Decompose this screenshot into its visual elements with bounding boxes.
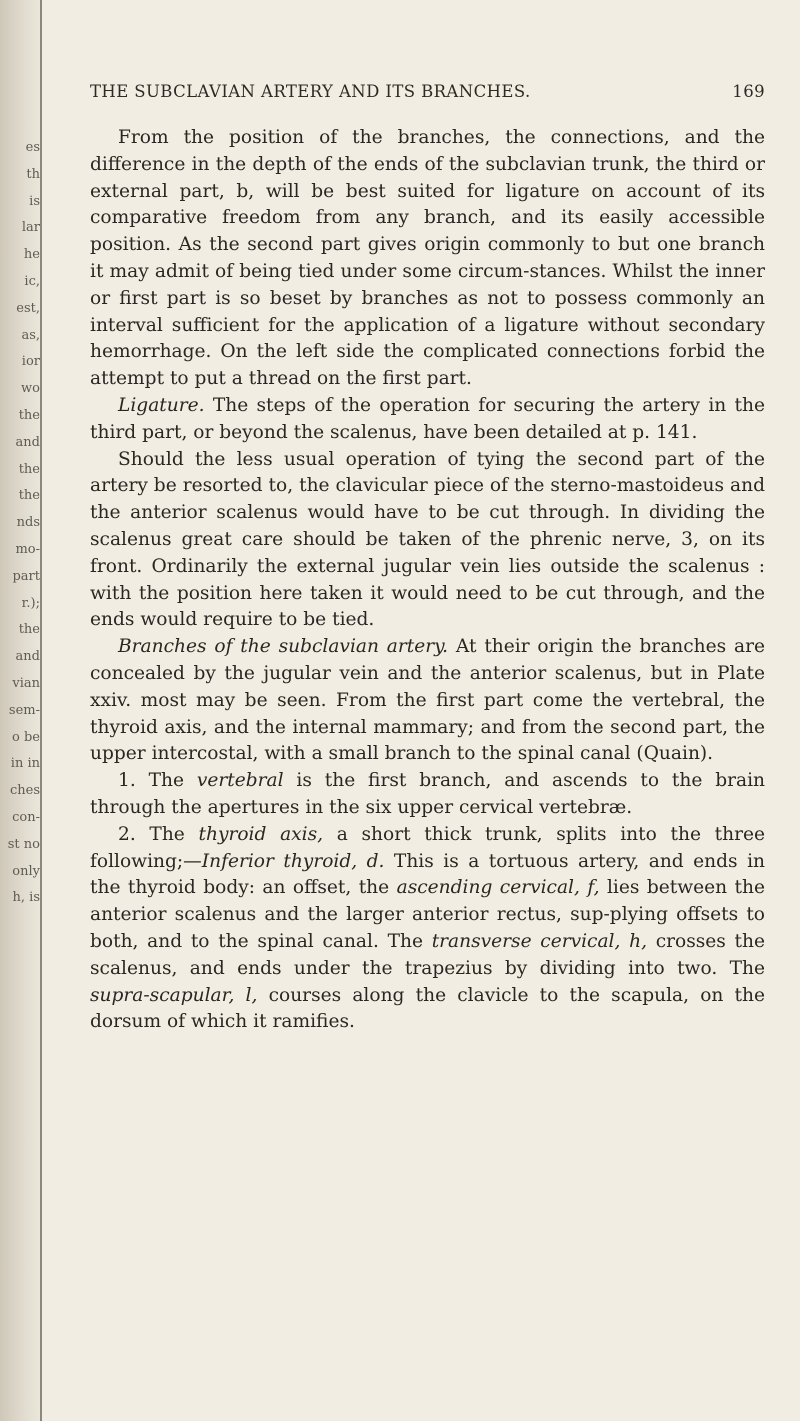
page-body: [90, 125, 765, 1036]
margin-fragment: the: [18, 488, 40, 504]
margin-fragment: nds: [16, 515, 40, 531]
margin-fragment: th: [26, 166, 40, 182]
margin-fragment: is: [29, 193, 40, 209]
margin-fragment: o be: [12, 729, 40, 745]
margin-fragment: only: [12, 863, 40, 879]
margin-fragment: r.);: [21, 595, 40, 611]
margin-fragment: the: [18, 408, 40, 423]
margin-fragment: and: [15, 434, 40, 450]
margin-fragment: st no: [7, 836, 40, 852]
term-transverse-cervical: transverse cervical, h,: [431, 930, 648, 952]
term-supra-scapular: supra-scapular, l,: [90, 984, 258, 1006]
margin-fragment: wo: [21, 381, 40, 397]
margin-fragment: lar: [21, 220, 40, 236]
margin-fragment: sem-: [8, 702, 40, 718]
margin-fragment: vian: [12, 676, 40, 691]
margin-fragment: the: [18, 622, 40, 638]
paragraph-thyroid-axis: 2. The thyroid axis, a short thick trunk, splits into the three following;—Inferior thyroid, d. This is a tortuous artery, and ends in the thyroid body: an offset, the ascending cervical, f, lies between the anterior scalenus and the larger anterior rectus, sup-plying offsets to both, and to the spinal canal. The transverse cervical, h, crosses the scalenus, and ends under the trapezius by dividing into two. The supra-scapular, l, courses along the clavicle to the scapula, on the dorsum of which it ramifies.: [90, 823, 766, 1033]
term-inferior-thyroid: Inferior thyroid, d.: [201, 850, 385, 872]
margin-fragment: h, is: [12, 890, 40, 906]
term-ascending-cervical: ascending cervical, f,: [396, 877, 600, 899]
term-vertebral: vertebral: [196, 770, 284, 792]
margin-fragment: ic,: [24, 274, 40, 289]
paragraph-branches: Branches of the subclavian artery. At their origin the branches are concealed by the jugular vein and the anterior scalenus, but in Plate xxiv. most may be seen. From the first part come the vertebral, the thyroid axis, and the internal mammary; and from the second part, the upper intercostal, with a small branch to the spinal canal (Quain).: [90, 636, 765, 765]
margin-fragment: ior: [21, 354, 40, 370]
paragraph-1: From the position of the branches, the connections, and the difference in the depth of the ends of the subclavian trunk, the third or external part, b, will be best suited for ligature on account of its comparative freedom from any branch, and its easily accessible position. As the second part gives origin commonly to but one branch it may admit of being tied under some circum-stances. Whilst the inner or first part is so beset by branches as not to possess commonly an interval sufficient for the application of a ligature without secondary hemorrhage. On the left side the complicated connections forbid the attempt to put a thread on the first part.: [90, 127, 765, 390]
margin-fragment: mo-: [15, 542, 40, 557]
margin-fragment: con-: [12, 810, 40, 825]
margin-fragment: part: [12, 568, 40, 584]
running-title: THE SUBCLAVIAN ARTERY AND ITS BRANCHES.: [90, 82, 531, 101]
heading-branches: Branches of the subclavian artery.: [118, 636, 449, 658]
paragraph-ligature: Ligature. The steps of the operation for securing the artery in the third part, or beyond the scalenus, have been detailed at p. 141.: [90, 394, 765, 443]
page-number: 169: [732, 82, 765, 101]
margin-fragment: he: [23, 247, 40, 263]
heading-ligature: Ligature.: [118, 394, 205, 416]
margin-fragment: the: [18, 461, 40, 477]
running-header: [90, 82, 765, 101]
paragraph-3: Should the less usual operation of tying the second part of the artery be resorted to, the clavicular piece of the sterno-mastoideus and the anterior scalenus would have to be cut through. In dividing the scalenus great care should be taken of the phrenic nerve, 3, on its front. Ordinarily the external jugular vein lies outside the scalenus : with the position here taken it would need to be cut through, and the ends would require to be tied.: [90, 448, 765, 631]
margin-fragment: in in: [10, 756, 40, 772]
term-thyroid-axis: thyroid axis,: [198, 823, 324, 845]
margin-fragment: as,: [21, 327, 40, 343]
margin-fragment: and: [15, 649, 40, 665]
margin-fragment: est,: [16, 300, 40, 316]
paragraph-vertebral: 1. The vertebral is the first branch, and ascends to the brain through the apertures in the six upper cervical vertebræ.: [90, 770, 765, 818]
margin-fragment: ches: [9, 783, 40, 799]
margin-fragment: es: [25, 140, 40, 155]
page-binding-line: [40, 0, 42, 1421]
